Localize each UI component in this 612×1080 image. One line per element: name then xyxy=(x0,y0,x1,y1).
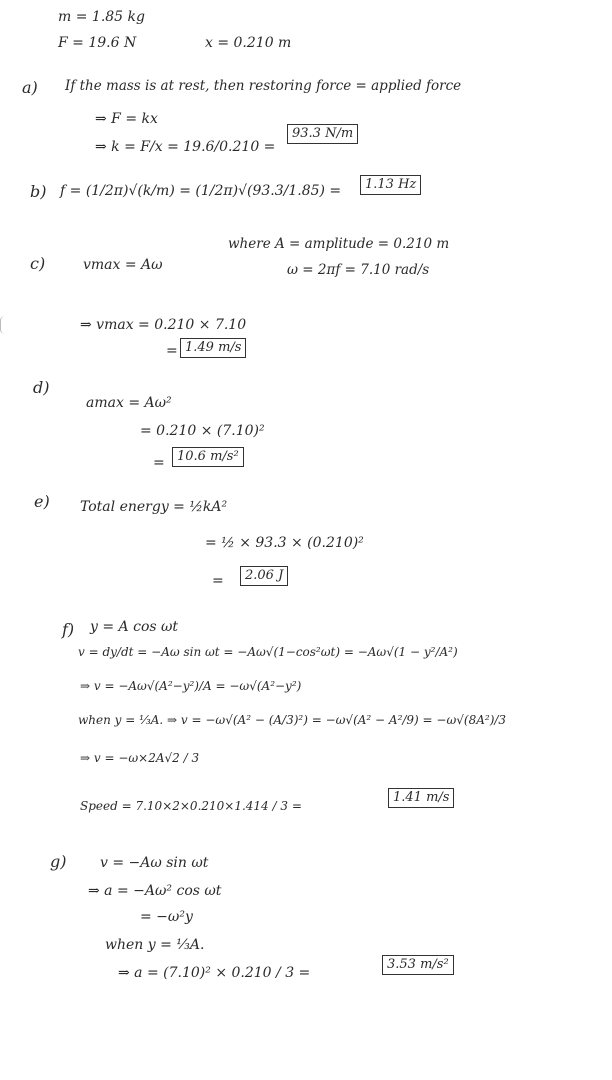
given-force: F = 19.6 N xyxy=(58,35,137,51)
part-f-eq6: Speed = 7.10×2×0.210×1.414 / 3 = xyxy=(80,799,302,813)
scan-margin-mark xyxy=(0,316,9,334)
given-displacement: x = 0.210 m xyxy=(205,35,292,51)
part-e-eq3: = xyxy=(212,573,224,589)
part-f-label: f) xyxy=(62,620,75,639)
part-g-eq3: = −ω²y xyxy=(140,909,193,925)
part-b-label: b) xyxy=(30,182,47,201)
part-c-where-omega: ω = 2πf = 7.10 rad/s xyxy=(287,262,430,278)
part-f-eq4: when y = ⅓A. ⇒ v = −ω√(A² − (A/3)²) = −ω√(A² − A²/9) = −ω√(8A²)/3 xyxy=(78,713,507,727)
part-c-eq3: = xyxy=(166,343,178,359)
part-f-eq3: ⇒ v = −Aω√(A²−y²)/A = −ω√(A²−y²) xyxy=(80,679,302,693)
part-f-eq1: y = A cos ωt xyxy=(90,619,179,635)
part-f-answer-box: 1.41 m/s xyxy=(388,788,454,808)
part-d-eq1: amax = Aω² xyxy=(86,395,172,411)
part-a-eq1: ⇒ F = kx xyxy=(95,111,158,127)
part-d-label: d) xyxy=(33,378,50,397)
part-g-eq4: when y = ⅓A. xyxy=(105,937,205,953)
part-d-eq2: = 0.210 × (7.10)² xyxy=(140,423,265,439)
part-d-eq3: = xyxy=(153,455,165,471)
part-g-eq2: ⇒ a = −Aω² cos ωt xyxy=(88,883,222,899)
part-d-answer-box: 10.6 m/s² xyxy=(172,447,244,467)
part-c-label: c) xyxy=(30,254,46,273)
part-e-label: e) xyxy=(34,492,50,511)
part-e-answer-box: 2.06 J xyxy=(240,566,288,586)
part-e-eq2: = ½ × 93.3 × (0.210)² xyxy=(205,535,364,551)
given-mass: m = 1.85 kg xyxy=(58,9,145,25)
part-f-eq2: v = dy/dt = −Aω sin ωt = −Aω√(1−cos²ωt) = −Aω√(1 − y²/A²) xyxy=(78,645,458,659)
part-a-answer-box: 93.3 N/m xyxy=(287,124,358,144)
part-g-eq5: ⇒ a = (7.10)² × 0.210 / 3 = xyxy=(118,965,311,981)
part-b-answer-box: 1.13 Hz xyxy=(360,175,421,195)
part-c-eq2: ⇒ vmax = 0.210 × 7.10 xyxy=(80,317,247,333)
part-g-eq1: v = −Aω sin ωt xyxy=(100,855,209,871)
part-g-answer-box: 3.53 m/s² xyxy=(382,955,454,975)
part-e-eq1: Total energy = ½kA² xyxy=(80,499,228,515)
part-b-eq: f = (1/2π)√(k/m) = (1/2π)√(93.3/1.85) = xyxy=(60,183,342,199)
part-a-statement: If the mass is at rest, then restoring force = applied force xyxy=(65,78,462,94)
part-g-label: g) xyxy=(50,852,67,871)
part-a-eq2: ⇒ k = F/x = 19.6/0.210 = xyxy=(95,139,276,155)
part-f-eq5: ⇒ v = −ω×2A√2 / 3 xyxy=(80,751,200,765)
part-c-where-amplitude: where A = amplitude = 0.210 m xyxy=(228,236,450,252)
part-c-answer-box: 1.49 m/s xyxy=(180,338,246,358)
part-a-label: a) xyxy=(22,78,38,97)
part-c-eq: vmax = Aω xyxy=(83,257,163,273)
